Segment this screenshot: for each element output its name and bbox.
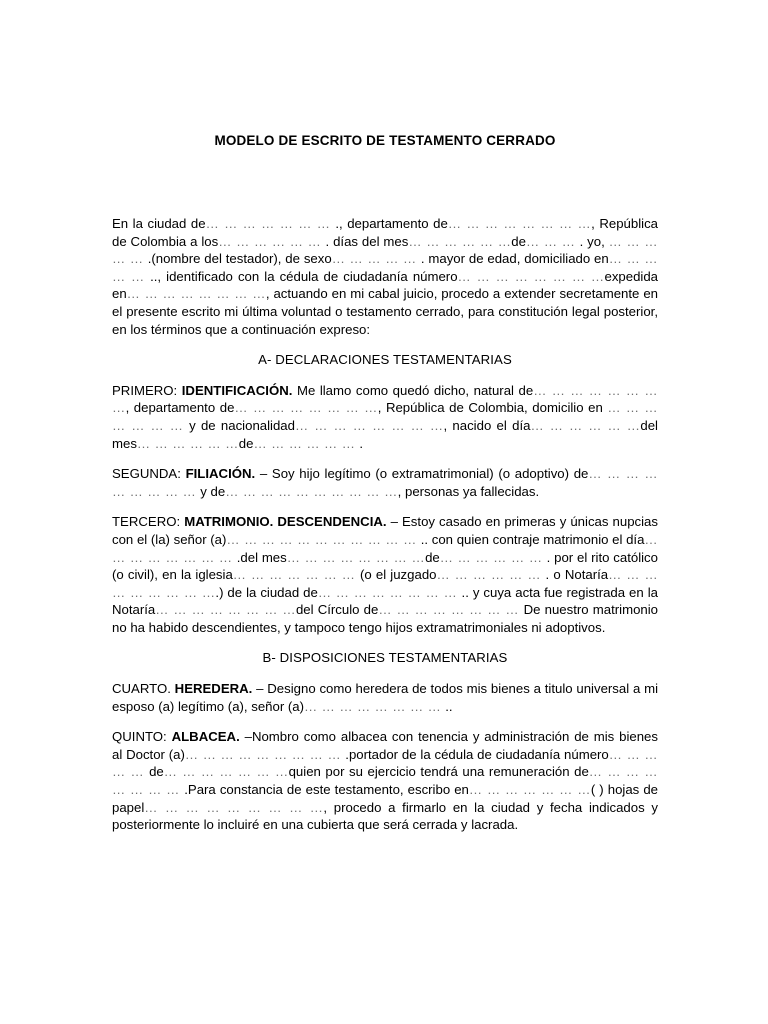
paragraph-intro-text: En la ciudad de… … … … … … … ., departamento de… … … … … … … …, República de Colombia a los… … … … … … . días del mes… … … … … …de… … … . yo, … … … … … .(nombre del testador), de sexo… … … … … . mayor de edad, domiciliado en… … … … … .., identificado con la cédula de ciudadanía número… … … … … … … …expedida en… … … … … … … …, actuando en mi cabal juicio, procedo a extender secretamente en el presente escrito mi última voluntad o testamento cerrado, para constitución legal posterior, en los términos que a continuación expreso:	[112, 216, 659, 337]
fill-in-blank-dots: … … … … … …	[218, 233, 326, 249]
title-spacer	[112, 149, 658, 215]
page-title: MODELO DE ESCRITO DE TESTAMENTO CERRADO	[214, 133, 556, 148]
fill-in-blank-dots: … … … … … … … … … … …	[226, 531, 421, 547]
paragraph-cuarto	[112, 680, 658, 715]
fill-in-blank-dots: … … … … … …	[253, 435, 360, 451]
fill-in-blank-dots: … … … … … … … …	[457, 268, 605, 284]
fill-in-blank-dots: … … … … … … …	[112, 400, 658, 433]
fill-in-blank-dots: … … … … … … … … …	[144, 799, 324, 815]
fill-in-blank-dots: … … …	[525, 233, 580, 249]
fill-in-blank-dots: … … … … … … … … …	[112, 466, 658, 499]
paragraph-tercero-topic: MATRIMONIO. DESCENDENCIA.	[184, 514, 387, 530]
paragraph-segunda	[112, 465, 658, 500]
paragraph-quinto-ordinal: QUINTO:	[112, 729, 172, 745]
fill-in-blank-dots: … … … … … … … …	[155, 602, 296, 618]
fill-in-blank-dots: … … … … … … … …	[126, 286, 266, 302]
section-heading-a: A- DECLARACIONES TESTAMENTARIAS	[258, 352, 512, 368]
fill-in-blank-dots: … … … … … … … …	[294, 417, 444, 433]
paragraph-segunda-body: – Soy hijo legítimo (o extramatrimonial) (o adoptivo) de… … … … … … … … … y de… … … … … … … … … …, personas ya fallecidas.	[112, 466, 658, 499]
paragraph-tercero-ordinal: TERCERO:	[112, 514, 185, 530]
paragraph-quinto	[112, 728, 658, 834]
fill-in-blank-dots: … … … … … … …	[205, 216, 336, 231]
fill-in-blank-dots: … … … … … …	[439, 549, 547, 565]
paragraph-primero-body: Me llamo como quedó dicho, natural de… … … … … … … …, departamento de… … … … … … … …, República de Colombia, domicilio en … … … … … … … y de nacionalidad… … … … … … … …, nacido el día… … … … … …del mes… … … … … …de… … … … … … .	[112, 382, 658, 451]
fill-in-blank-dots: … … … … …	[331, 251, 421, 267]
fill-in-blank-dots: … … … … … … … …	[304, 698, 446, 714]
fill-in-blank-dots: … … … … … … … …	[317, 584, 462, 600]
paragraph-intro	[112, 215, 658, 338]
paragraph-quinto-topic: ALBACEA.	[171, 729, 240, 745]
paragraph-primero-topic: IDENTIFICACIÓN.	[181, 382, 293, 398]
paragraph-cuarto-ordinal: CUARTO.	[112, 681, 175, 697]
fill-in-blank-dots: … … … … … … …	[468, 782, 591, 798]
fill-in-blank-dots: … … … … … … … …	[112, 764, 658, 798]
fill-in-blank-dots: … … … … … … … … …	[184, 746, 346, 762]
section-heading-b: B- DISPOSICIONES TESTAMENTARIAS	[262, 650, 508, 666]
document-body	[112, 132, 658, 834]
paragraph-cuarto-topic: HEREDERA.	[174, 681, 253, 697]
fill-in-blank-dots: … … … … …	[112, 233, 658, 267]
fill-in-blank-dots: … … … … … … …	[232, 567, 360, 583]
paragraph-primero-ordinal: PRIMERO:	[112, 382, 182, 398]
paragraph-segunda-ordinal: SEGUNDA:	[112, 466, 186, 482]
fill-in-blank-dots: … … … … … … … …	[286, 549, 426, 565]
fill-in-blank-dots: … … … … … …	[408, 233, 512, 249]
fill-in-blank-dots: … … … … … … … …	[234, 400, 378, 416]
fill-in-blank-dots: … … … … … …	[436, 567, 546, 583]
fill-in-blank-dots: … … … … … …	[136, 435, 239, 451]
fill-in-blank-dots: … … … … … …	[530, 417, 641, 433]
paragraph-segunda-topic: FILIACIÓN.	[185, 466, 256, 482]
paragraph-cuarto-body: – Designo como heredera de todos mis bienes a titulo universal a mi esposo (a) legítimo (a), señor (a)… … … … … … … … ..	[112, 681, 658, 714]
fill-in-blank-dots: … … … … …	[112, 746, 658, 780]
paragraph-tercero-body: – Estoy casado en primeras y únicas nupcias con el (la) señor (a)… … … … … … … … … … … .. con quien contraje matrimonio el día… … … … … … … … .del mes… … … … … … … …de… … … … … … . por el rito católico (o civil), en la iglesia… … … … … … … (o el juzgado… … … … … … . o Notaría… … … … … … … … ….) de la ciudad de… … … … … … … … .. y cuya acta fue registrada en la Notaría… … … … … … … …del Círculo de… … … … … … … … De nuestro matrimonio no ha habido descendientes, y tampoco tengo hijos extramatrimoniales ni adoptivos.	[112, 514, 659, 635]
fill-in-blank-dots: … … … … … … … …	[378, 602, 524, 618]
paragraph-primero	[112, 382, 658, 452]
paragraph-quinto-body: –Nombro como albacea con tenencia y administración de mis bienes al Doctor (a)… … … … … … … … … .portador de la cédula de ciudadanía número… … … … … de… … … … … … …quien por su ejercicio tendrá una remuneración de… … … … … … … … .Para constancia de este testamento, escribo en… … … … … … …( ) hojas de papel… … … … … … … … …, procedo a firmarlo en la ciudad y fecha indicados y posteriormente lo incluiré en una cubierta que será cerrada y lacrada.	[112, 729, 658, 833]
fill-in-blank-dots: … … … … … … … …	[112, 531, 659, 565]
fill-in-blank-dots: … … … … … … …	[163, 764, 289, 780]
fill-in-blank-dots: … … … … … … … … …	[112, 567, 659, 600]
fill-in-blank-dots: … … … … … … … …	[447, 216, 592, 231]
paragraph-tercero	[112, 513, 658, 636]
fill-in-blank-dots: … … … … … … … …	[112, 382, 658, 416]
fill-in-blank-dots: … … … … … … … … … …	[225, 483, 398, 499]
fill-in-blank-dots: … … … … …	[112, 251, 658, 284]
